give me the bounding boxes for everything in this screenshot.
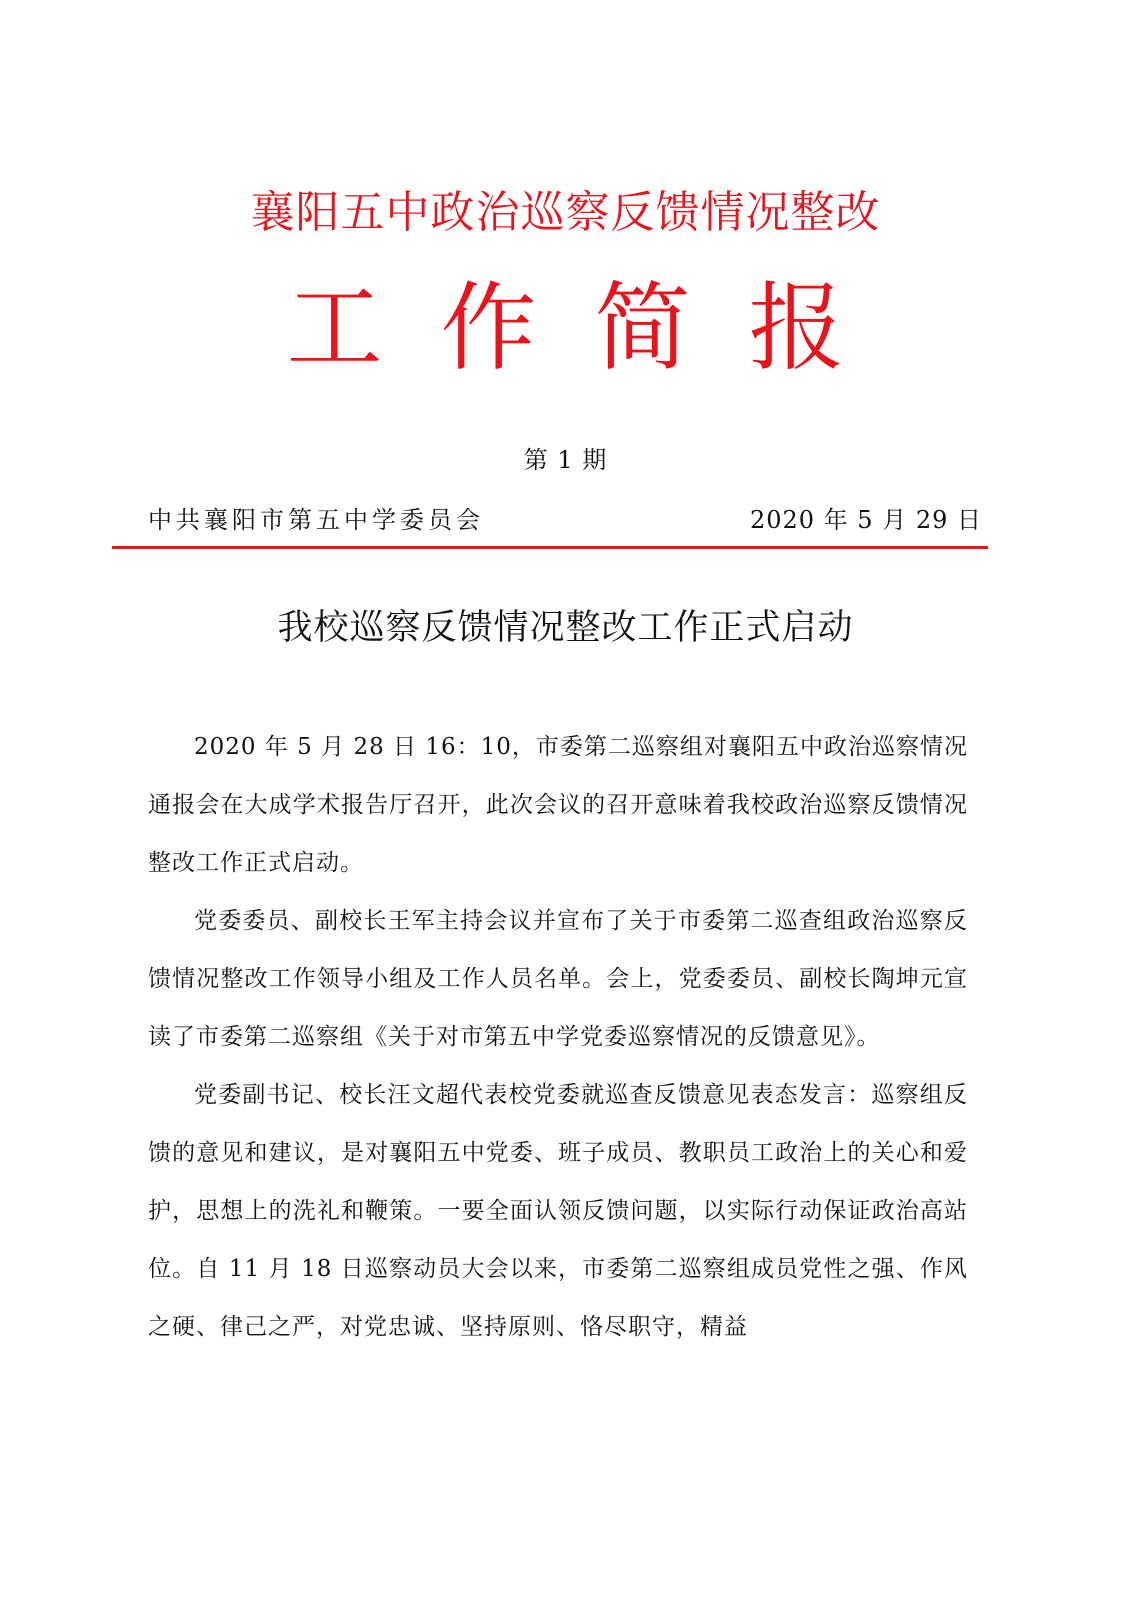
issue-date: 2020 年 5 月 29 日 (749, 505, 982, 534)
article-paragraph: 2020 年 5 月 28 日 16：10，市委第二巡察组对襄阳五中政治巡察情况通报会在大成学术报告厅召开，此次会议的召开意味着我校政治巡察反馈情况整改工作正式启动。 (148, 734, 968, 876)
header-divider (112, 546, 988, 549)
issuer-name: 中共襄阳市第五中学委员会 (148, 505, 484, 534)
article-paragraph: 党委委员、副校长王军主持会议并宣布了关于市委第二巡查组政治巡察反馈情况整改工作领导小组及工作人员名单。会上，党委委员、副校长陶坤元宣读了市委第二巡察组《关于对市第五中学党委巡察情况的反馈意见》。 (148, 908, 968, 1050)
article-body (148, 718, 968, 1356)
issue-number: 第 1 期 (523, 446, 608, 474)
bulletin-header-subtitle: 襄阳五中政治巡察反馈情况整改 (250, 187, 881, 238)
issuer-date-row (148, 500, 982, 534)
article-paragraph: 党委副书记、校长汪文超代表校党委就巡查反馈意见表态发言：巡察组反馈的意见和建议，是对襄阳五中党委、班子成员、教职员工政治上的关心和爱护，思想上的洗礼和鞭策。一要全面认领反馈问题，以实际行动保证政治高站位。自 11 月 18 日巡察动员大会以来，市委第二巡察组成员党性之强、作风之硬、律己之严，对党忠诚、坚持原则、恪尽职守，精益 (148, 1082, 968, 1340)
bulletin-header-title: 工作简报 (286, 272, 903, 384)
article-title: 我校巡察反馈情况整改工作正式启动 (277, 608, 854, 648)
